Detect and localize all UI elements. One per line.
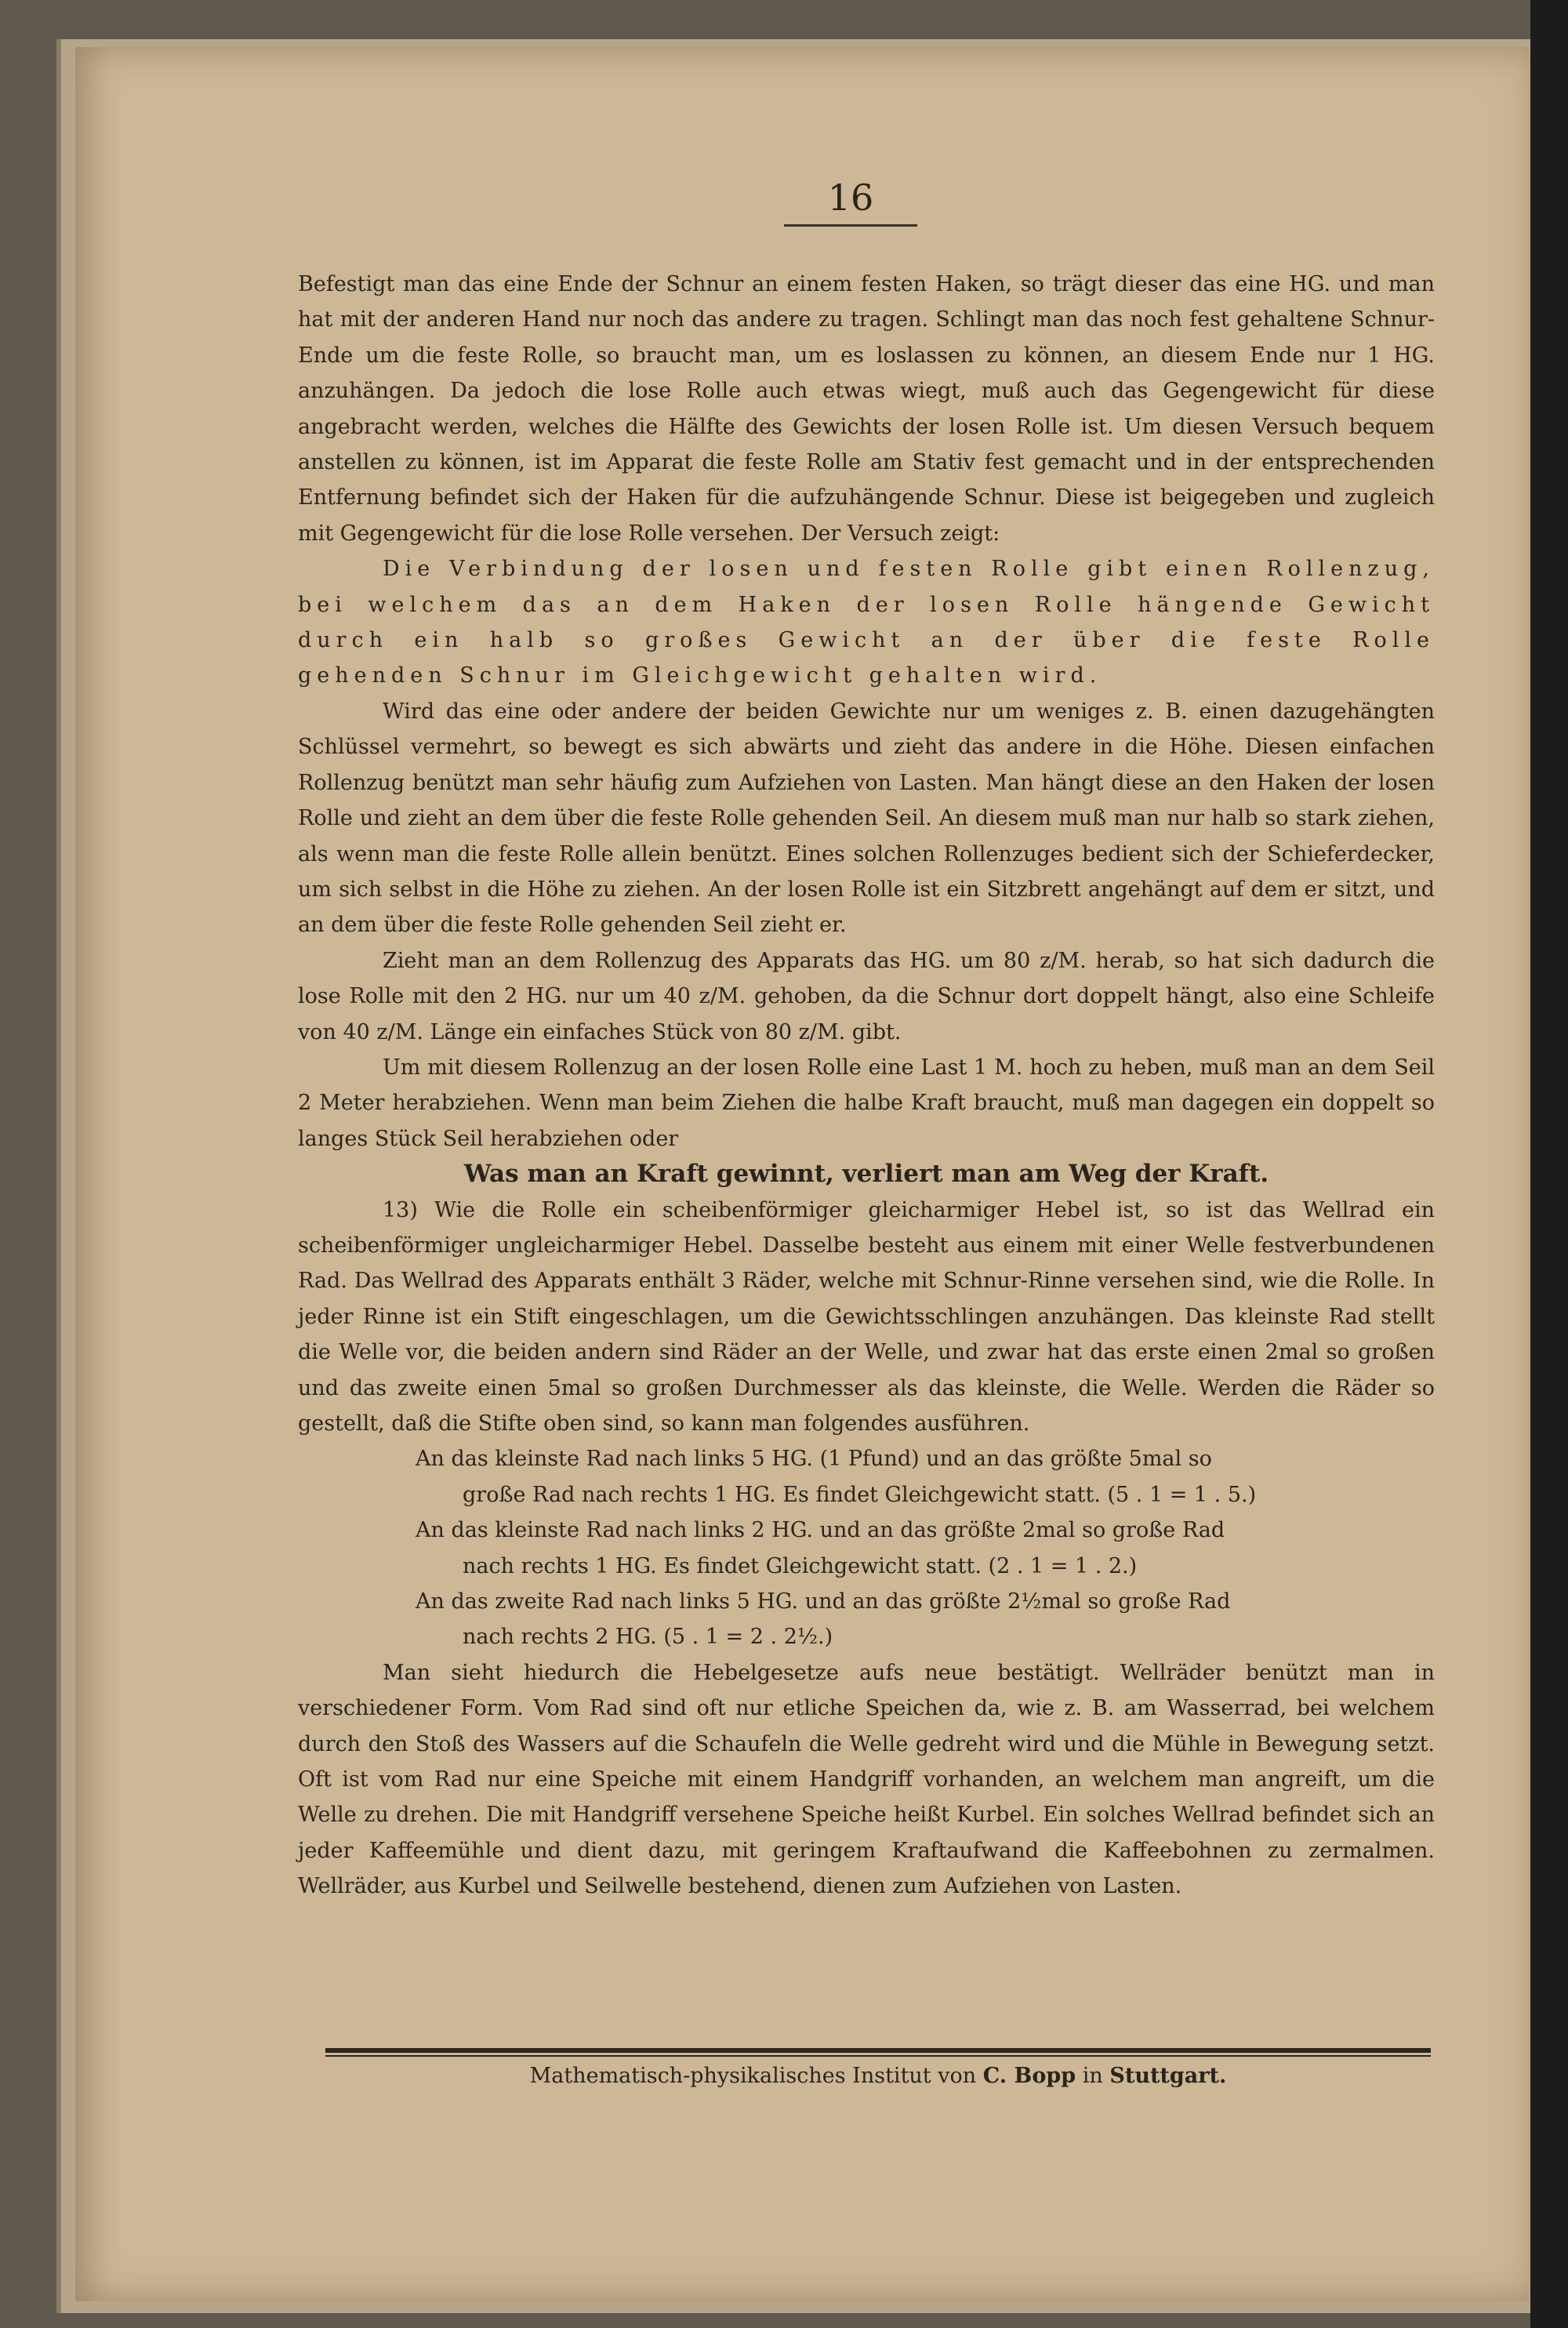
page-number: 16 xyxy=(827,176,874,219)
experiment-3 xyxy=(298,1584,1435,1655)
experiment-3-line-1: An das zweite Rad nach links 5 HG. und an das größte 2½mal so große Rad xyxy=(416,1589,1231,1614)
experiment-1 xyxy=(298,1441,1435,1513)
paragraph-3: Wird das eine oder andere der beiden Gewichte nur um weniges z. B. einen dazugehängten Schlüssel vermehrt, so bewegt es sich abwärts und zieht das andere in die Höhe. Diesen einfachen Rollenzug benützt man sehr häufig zum Aufziehen von Lasten. Man hängt diese an den Haken der losen Rolle und zieht an dem über die feste Rolle gehenden Seil. An diesem muß man nur halb so stark ziehen, als wenn man die feste Rolle allein benützt. Eines solchen Rollenzuges bedient sich der Schieferdecker, um sich selbst in die Höhe zu ziehen. An der losen Rolle ist ein Sitzbrett angehängt auf dem er sitzt, und an dem über die feste Rolle gehenden Seil zieht er. xyxy=(298,699,1435,938)
headline-rule: Was man an Kraft gewinnt, verliert man am Weg der Kraft. xyxy=(463,1160,1269,1189)
paragraph-5: Um mit diesem Rollenzug an der losen Rolle eine Last 1 M. hoch zu heben, muß man an dem Seil 2 Meter herabziehen. Wenn man beim Ziehen die halbe Kraft braucht, muß man dagegen ein doppelt so langes Stück Seil herabziehen oder xyxy=(298,1055,1435,1151)
publisher-footer xyxy=(325,2064,1431,2088)
paragraph-4: Zieht man an dem Rollenzug des Apparats das HG. um 80 z/M. herab, so hat sich dadurch die lose Rolle mit den 2 HG. nur um 40 z/M. gehoben, da die Schnur dort doppelt hängt, also eine Schleife von 40 z/M. Länge ein einfaches Stück von 80 z/M. gibt. xyxy=(298,948,1435,1044)
page-body xyxy=(298,267,1435,1905)
scan-dark-edge xyxy=(1530,0,1568,2328)
page-number-underline xyxy=(784,224,917,227)
footer-middle: in xyxy=(1082,2064,1103,2088)
footer-rule-thin xyxy=(325,2055,1431,2057)
section-13: 13) Wie die Rolle ein scheibenförmiger gleicharmiger Hebel ist, so ist das Wellrad ein scheibenförmiger ungleicharmiger Hebel. Dasselbe besteht aus einem mit einer Welle festverbundenen Rad. Das Wellrad des Apparats enthält 3 Räder, welche mit Schnur-Rinne versehen sind, wie die Rolle. In jeder Rinne ist ein Stift eingeschlagen, um die Gewichtsschlingen anzuhängen. Das kleinste Rad stellt die Welle vor, die beiden andern sind Räder an der Welle, und zwar hat das erste einen 2mal so großen und das zweite einen 5mal so großen Durchmesser als das kleinste, die Welle. Werden die Räder so gestellt, daß die Stifte oben sind, so kann man folgendes ausführen. xyxy=(298,1197,1435,1436)
experiment-1-line-1: An das kleinste Rad nach links 5 HG. (1 Pfund) und an das größte 5mal so xyxy=(416,1447,1212,1472)
experiment-2-line-2: nach rechts 1 HG. Es findet Gleichgewicht statt. (2 . 1 = 1 . 2.) xyxy=(463,1553,1138,1578)
experiment-3-line-2: nach rechts 2 HG. (5 . 1 = 2 . 2½.) xyxy=(463,1625,833,1650)
footer-city: Stuttgart. xyxy=(1109,2064,1227,2088)
footer-name: C. Bopp xyxy=(982,2064,1076,2088)
paragraph-1: Befestigt man das eine Ende der Schnur an einem festen Haken, so trägt dieser das eine HG. und man hat mit der anderen Hand nur noch das andere zu tragen. Schlingt man das noch fest gehaltene Schnur-Ende um die feste Rolle, so braucht man, um es loslassen zu können, an diesem Ende nur 1 HG. anzuhängen. Da jedoch die lose Rolle auch etwas wiegt, muß auch das Gegengewicht für diese angebracht werden, welches die Hälfte des Gewichts der losen Rolle ist. Um diesen Versuch bequem anstellen zu können, ist im Apparat die feste Rolle am Stativ fest gemacht und in der entsprechenden Entfernung befindet sich der Haken für die aufzuhängende Schnur. Diese ist beigegeben und zugleich mit Gegengewicht für die lose Rolle versehen. Der Versuch zeigt: xyxy=(298,272,1435,546)
footer-rule-thick xyxy=(325,2048,1431,2053)
experiment-2-line-1: An das kleinste Rad nach links 2 HG. und an das größte 2mal so große Rad xyxy=(416,1518,1225,1543)
closing-paragraph: Man sieht hiedurch die Hebelgesetze aufs neue bestätigt. Wellräder benützt man in verschiedener Form. Vom Rad sind oft nur etliche Speichen da, wie z. B. am Wasserrad, bei welchem durch den Stoß des Wassers auf die Schaufeln die Welle gedreht wird und die Mühle in Bewegung setzt. Oft ist vom Rad nur eine Speiche mit einem Handgriff vorhanden, an welchem man angreift, um die Welle zu drehen. Die mit Handgriff versehene Speiche heißt Kurbel. Ein solches Wellrad befindet sich an jeder Kaffeemühle und dient dazu, mit geringem Kraftaufwand die Kaffeebohnen zu zermalmen. Wellräder, aus Kurbel und Seilwelle bestehend, dienen zum Aufziehen von Lasten. xyxy=(298,1660,1435,1899)
experiment-2 xyxy=(298,1513,1435,1584)
paragraph-law-statement: Die Verbindung der losen und festen Rolle gibt einen Rollenzug, bei welchem das an dem Haken der losen Rolle hängende Gewicht durch ein halb so großes Gewicht an der über die feste Rolle gehenden Schnur im Gleichgewicht gehalten wird. xyxy=(298,557,1435,688)
experiment-1-line-2: große Rad nach rechts 1 HG. Es findet Gleichgewicht statt. (5 . 1 = 1 . 5.) xyxy=(463,1482,1257,1507)
footer-prefix: Mathematisch-physikalisches Institut von xyxy=(529,2064,977,2088)
